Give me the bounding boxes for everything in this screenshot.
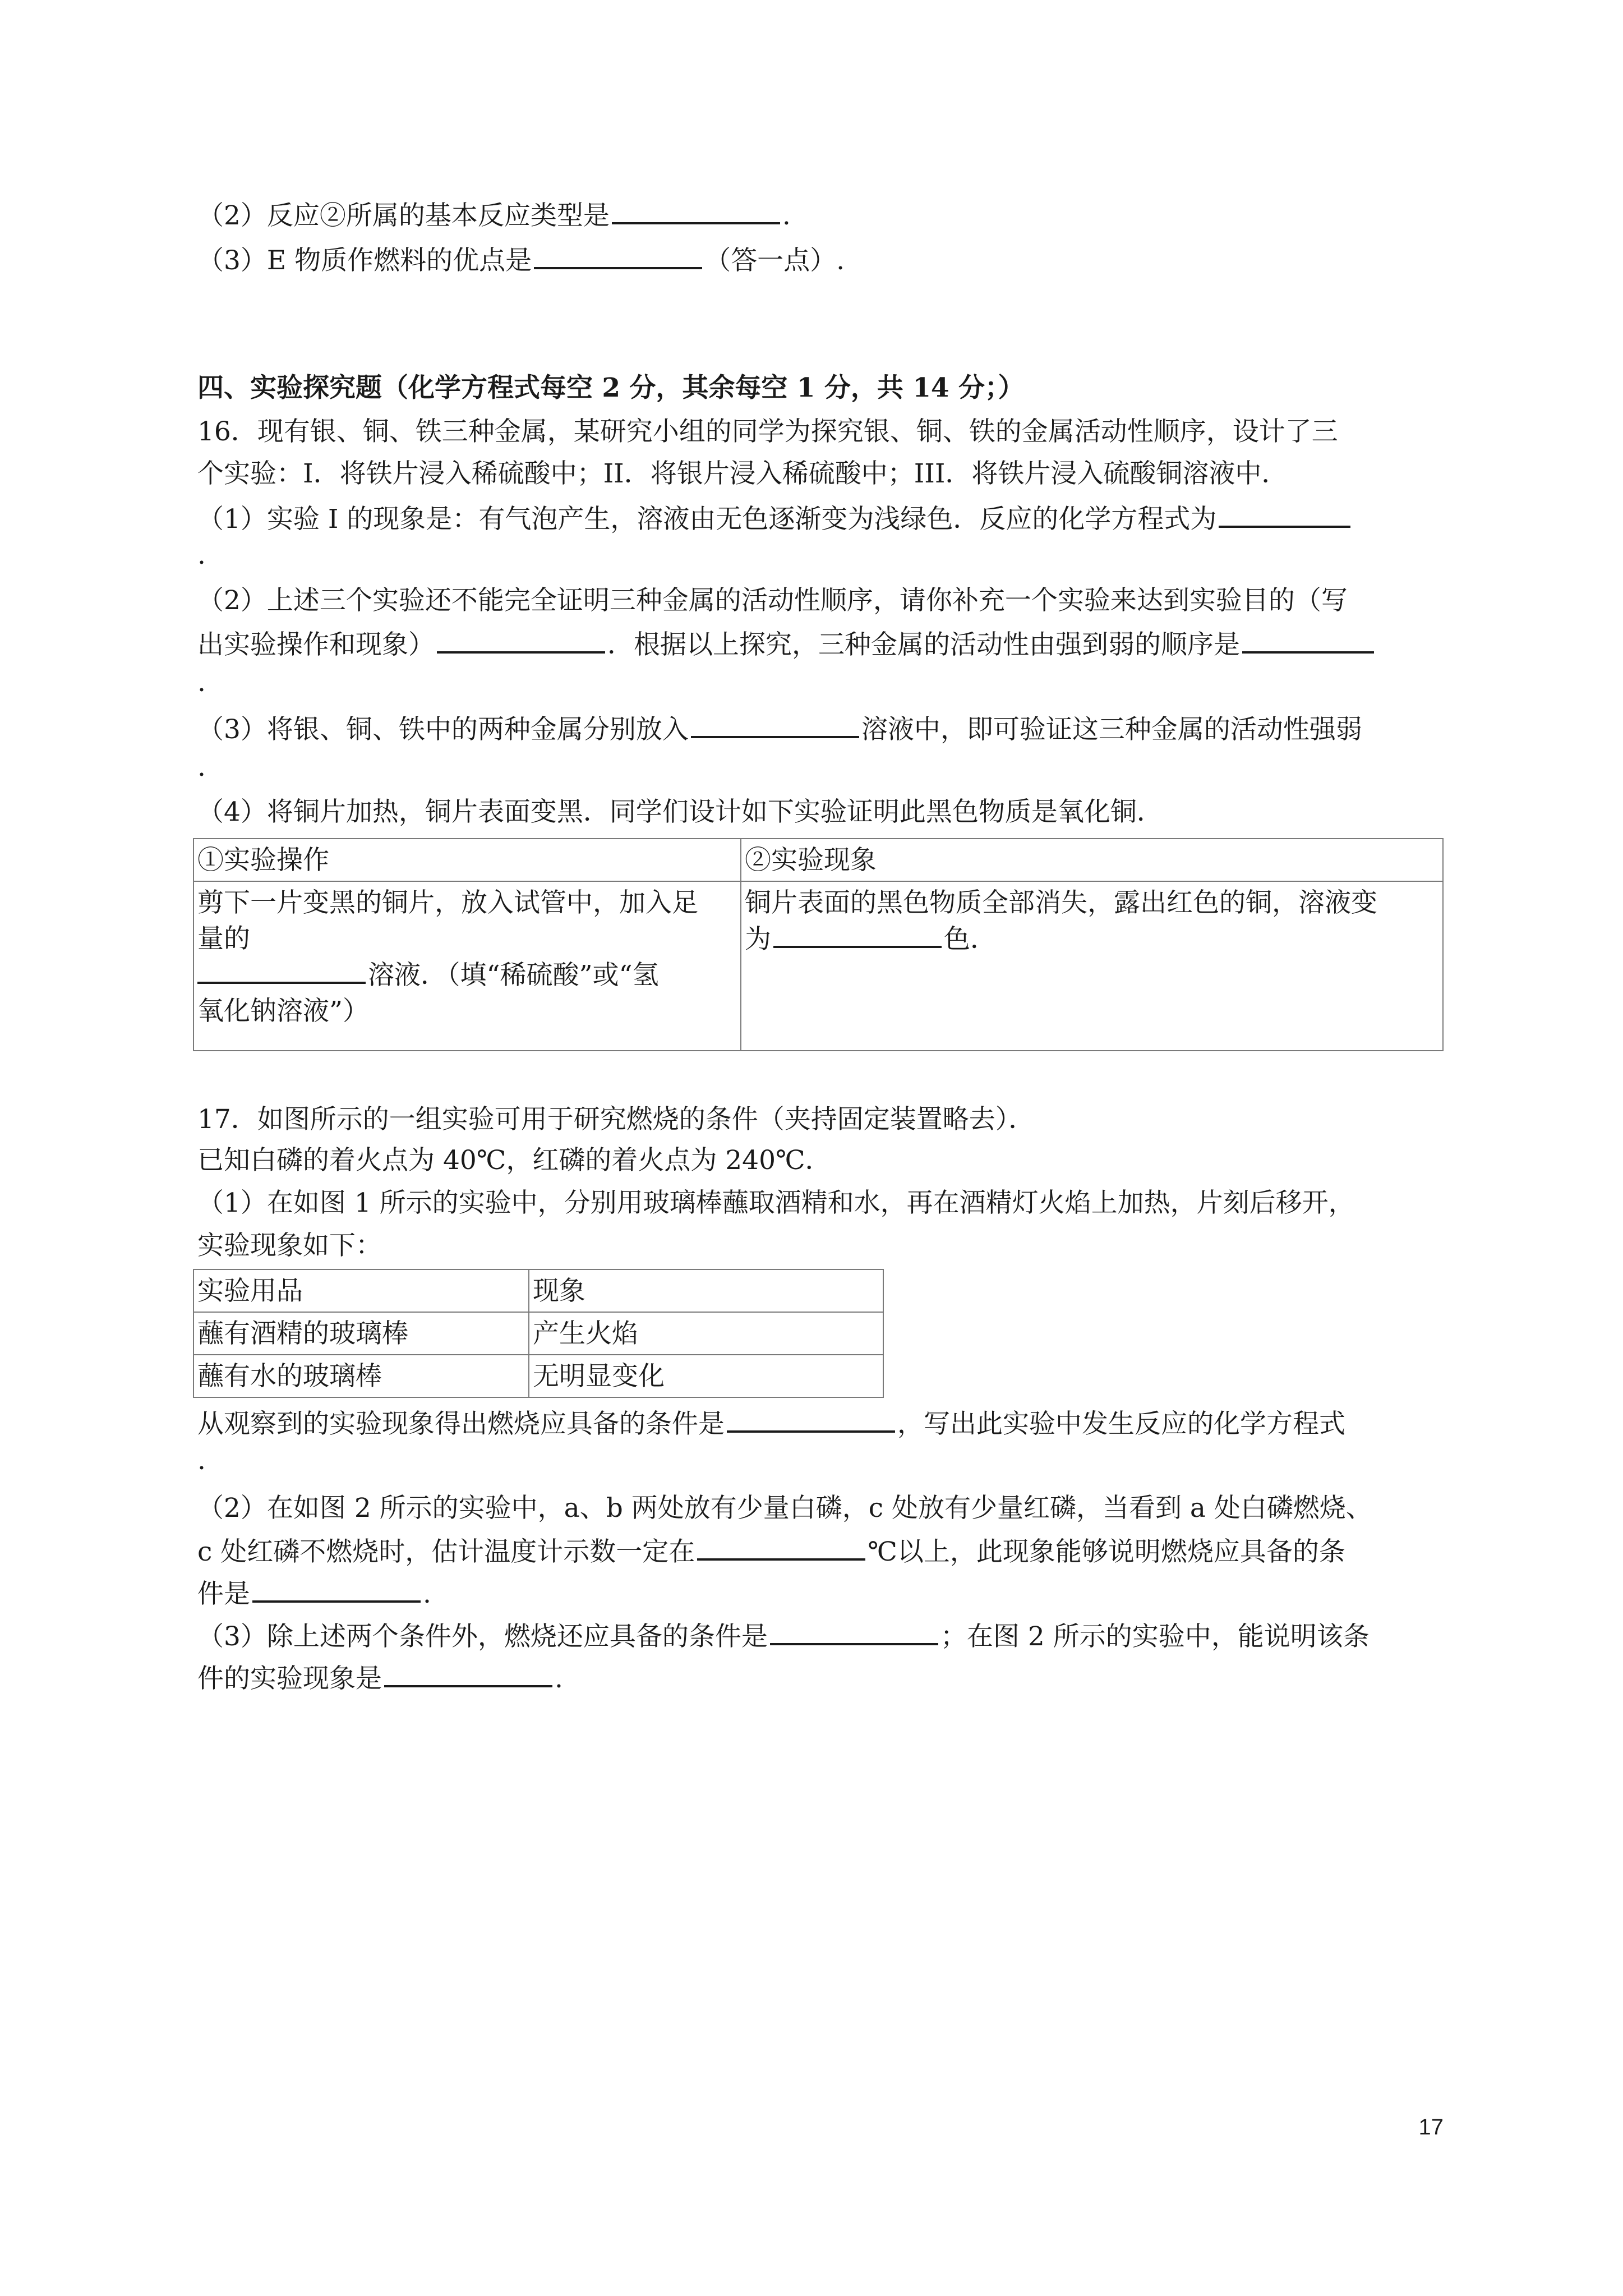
answer-blank[interactable] <box>727 1406 895 1433</box>
q17-stem-line1: 17．如图所示的一组实验可用于研究燃烧的条件（夹持固定装置略去）． <box>197 1104 1035 1135</box>
table-row <box>193 1355 883 1397</box>
q17-part3-line2: 件的实验现象是 . <box>197 1660 563 1696</box>
q17-part1-after: 从观察到的实验现象得出燃烧应具备的条件是 ，写出此实验中发生反应的化学方程式 <box>197 1406 1345 1441</box>
q16-part3-line1: （3）将银、铜、铁中的两种金属分别放入 溶液中，即可验证这三种金属的活动性强弱 <box>197 711 1362 747</box>
answer-blank[interactable] <box>534 242 702 269</box>
table-cell-operation: 剪下一片变黑的铜片，放入试管中，加入足 量的 溶液．（填“稀硫酸”或“氢 氧化钠溶液”） <box>193 881 741 1051</box>
table-header-cell: 实验用品 <box>193 1269 529 1312</box>
q17-part2-line1: （2）在如图 2 所示的实验中，a、b 两处放有少量白磷，c 处放有少量红磷，当看到 a 处白磷燃烧、 <box>197 1493 1372 1524</box>
answer-blank[interactable] <box>252 1576 421 1603</box>
answer-blank[interactable] <box>691 711 859 738</box>
table-header-cell: ①实验操作 <box>193 839 741 881</box>
table-header-cell: 现象 <box>529 1269 883 1312</box>
q17-part2-line2: c 处红磷不燃烧时，估计温度计示数一定在 ℃以上，此现象能够说明燃烧应具备的条 <box>197 1534 1345 1569</box>
answer-blank[interactable] <box>1219 501 1350 528</box>
q17-part3-line1: （3）除上述两个条件外，燃烧还应具备的条件是 ；在图 2 所示的实验中，能说明该条 <box>197 1618 1370 1654</box>
table-cell: 蘸有酒精的玻璃棒 <box>193 1312 529 1355</box>
q16-part1: （1）实验 I 的现象是：有气泡产生，溶液由无色逐渐变为浅绿色．反应的化学方程式为 <box>197 501 1353 536</box>
q16-experiment-table <box>193 838 1444 1051</box>
answer-blank[interactable] <box>1242 627 1374 654</box>
q15-part2-text: （2）反应②所属的基本反应类型是 <box>197 200 610 231</box>
answer-blank[interactable] <box>770 1618 938 1645</box>
q17-part1-end: . <box>197 1445 206 1476</box>
q16-part2-line2: 出实验操作和现象） ．根据以上探究，三种金属的活动性由强到弱的顺序是 <box>197 627 1376 662</box>
q17-part1-line2: 实验现象如下： <box>197 1230 382 1261</box>
answer-blank[interactable] <box>437 627 605 654</box>
table-row <box>193 881 1443 1051</box>
answer-blank[interactable] <box>197 957 366 984</box>
table-header-row <box>193 839 1443 881</box>
answer-blank[interactable] <box>612 197 780 224</box>
answer-blank[interactable] <box>697 1534 865 1561</box>
table-header-row <box>193 1269 883 1312</box>
answer-blank[interactable] <box>773 921 942 948</box>
answer-blank[interactable] <box>384 1660 552 1687</box>
q16-stem-line1: 16．现有银、铜、铁三种金属，某研究小组的同学为探究银、铜、铁的金属活动性顺序，设计了三 <box>197 416 1338 447</box>
q15-part2: （2）反应②所属的基本反应类型是 . <box>197 197 791 233</box>
table-cell-phenomenon: 铜片表面的黑色物质全部消失，露出红色的铜，溶液变 为 色． <box>741 881 1443 1051</box>
table-header-cell: ②实验现象 <box>741 839 1443 881</box>
q16-part1-end: . <box>197 540 206 570</box>
q16-stem-line2: 个实验：I．将铁片浸入稀硫酸中；II．将银片浸入稀硫酸中；III．将铁片浸入硫酸铜溶液中． <box>197 458 1288 489</box>
q16-part3-end: . <box>197 752 206 783</box>
q15-part3: （3）E 物质作燃料的优点是 （答一点）. <box>197 242 845 278</box>
table-cell: 无明显变化 <box>529 1355 883 1397</box>
q17-part2-line3: 件是 . <box>197 1576 431 1611</box>
table-row <box>193 1312 883 1355</box>
table-cell: 产生火焰 <box>529 1312 883 1355</box>
page-number: 17 <box>1418 2115 1444 2139</box>
q17-observation-table <box>193 1269 884 1398</box>
q16-part4-line1: （4）将铜片加热，铜片表面变黑．同学们设计如下实验证明此黑色物质是氧化铜． <box>197 797 1163 827</box>
q16-part2-end: . <box>197 667 206 698</box>
q15-part3-text: （3）E 物质作燃料的优点是 <box>197 245 532 276</box>
table-cell: 蘸有水的玻璃棒 <box>193 1355 529 1397</box>
section-heading: 四、实验探究题（化学方程式每空 2 分，其余每空 1 分，共 14 分；） <box>197 372 1025 403</box>
q17-part1-line1: （1）在如图 1 所示的实验中，分别用玻璃棒蘸取酒精和水，再在酒精灯火焰上加热，片刻后移开， <box>197 1188 1355 1218</box>
q17-stem-line2: 已知白磷的着火点为 40℃，红磷的着火点为 240℃． <box>197 1145 832 1176</box>
q16-part2-line1: （2）上述三个实验还不能完全证明三种金属的活动性顺序，请你补充一个实验来达到实验目的（写 <box>197 585 1348 616</box>
